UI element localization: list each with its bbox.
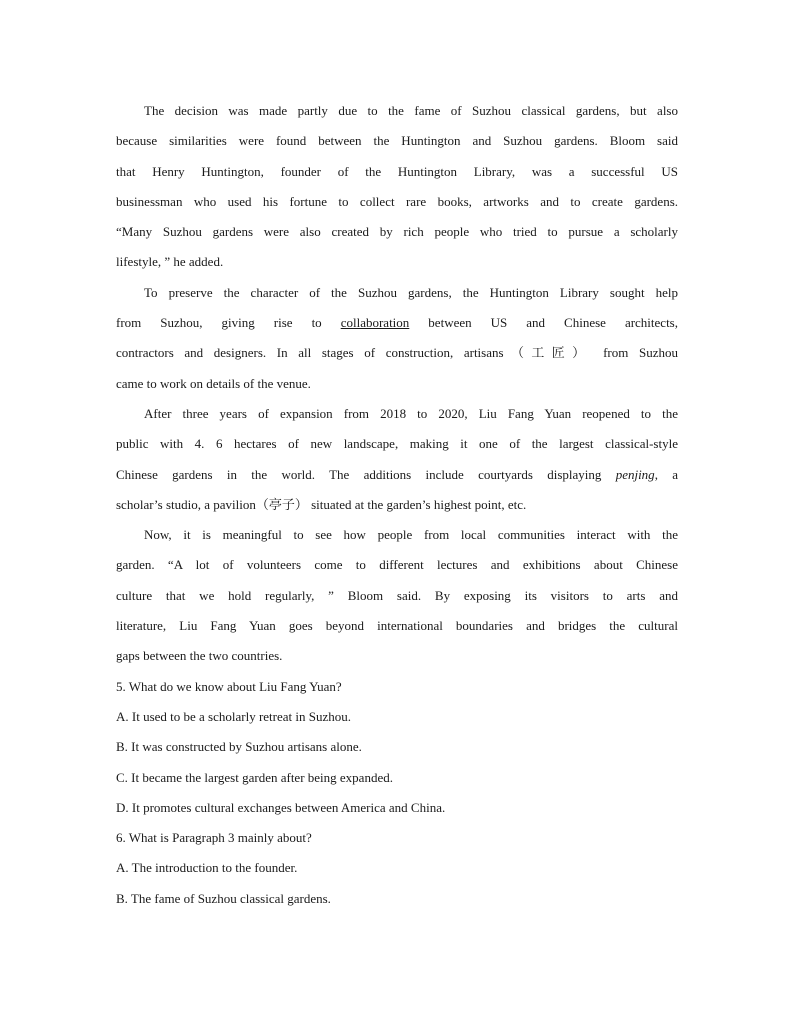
paragraph-line: businessman who used his fortune to collect rare books, artworks and to create gardens.	[116, 193, 678, 209]
answer-option: B. The fame of Suzhou classical gardens.	[116, 890, 331, 906]
italic-word: penjing	[615, 466, 655, 482]
paragraph-3	[116, 399, 678, 520]
paragraph-1	[116, 96, 678, 278]
paragraph-line: came to work on details of the venue.	[116, 375, 311, 391]
answer-option: D. It promotes cultural exchanges between America and China.	[116, 799, 446, 815]
paragraph-4	[116, 520, 678, 671]
paragraph-line: The decision was made partly due to the fame of Suzhou classical gardens, but also	[144, 103, 678, 118]
question-stem: 5. What do we know about Liu Fang Yuan?	[116, 678, 342, 694]
question-6	[116, 823, 678, 914]
answer-option: B. It was constructed by Suzhou artisans alone.	[116, 739, 362, 755]
paragraph-2	[116, 278, 678, 399]
paragraph-line: public with 4. 6 hectares of new landscape, making it one of the largest classical-style	[116, 436, 678, 452]
answer-option: C. It became the largest garden after being expanded.	[116, 769, 393, 785]
answer-option: A. It used to be a scholarly retreat in Suzhou.	[116, 708, 352, 724]
paragraph-line: culture that we hold regularly, ” Bloom said. By exposing its visitors to arts and	[116, 587, 678, 603]
paragraph-line: garden. “A lot of volunteers come to different lectures and exhibitions about Chinese	[116, 557, 678, 573]
paragraph-line: After three years of expansion from 2018 to 2020, Liu Fang Yuan reopened to the	[144, 405, 678, 421]
underlined-word: collaboration	[340, 315, 410, 331]
question-5	[116, 672, 678, 823]
text-run: from Suzhou, giving rise to	[116, 315, 341, 331]
text-run: Chinese gardens in the world. The additions include courtyards displaying	[116, 466, 616, 482]
answer-option: A. The introduction to the founder.	[116, 860, 298, 876]
paragraph-line: “Many Suzhou gardens were also created by rich people who tried to pursue a scholarly	[116, 224, 678, 240]
paragraph-line: literature, Liu Fang Yuan goes beyond international boundaries and bridges the cultural	[116, 618, 678, 634]
paragraph-line	[116, 460, 678, 490]
document-page	[116, 96, 678, 914]
paragraph-line: Now, it is meaningful to see how people from local communities interact with the	[144, 527, 678, 543]
text-run: , a	[654, 466, 678, 482]
paragraph-line: To preserve the character of the Suzhou gardens, the Huntington Library sought help	[144, 284, 678, 300]
paragraph-line: scholar’s studio, a pavilion（亭子） situated at the garden’s highest point, etc.	[116, 496, 527, 512]
question-stem: 6. What is Paragraph 3 mainly about?	[116, 830, 312, 846]
paragraph-line: because similarities were found between the Huntington and Suzhou gardens. Bloom said	[116, 133, 678, 149]
paragraph-line: lifestyle, ” he added.	[116, 254, 224, 270]
paragraph-line	[116, 308, 678, 338]
paragraph-line: that Henry Huntington, founder of the Huntington Library, was a successful US	[116, 163, 678, 179]
text-run: between US and Chinese architects,	[409, 315, 678, 331]
paragraph-line: gaps between the two countries.	[116, 648, 283, 664]
paragraph-line: contractors and designers. In all stages of construction, artisans（工匠） from Suzhou	[116, 345, 678, 361]
